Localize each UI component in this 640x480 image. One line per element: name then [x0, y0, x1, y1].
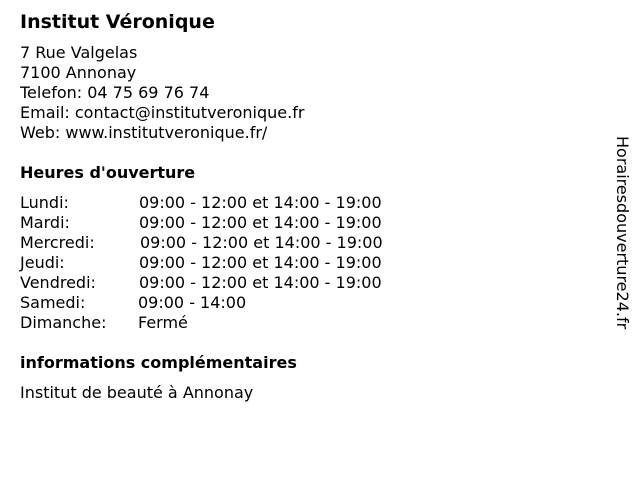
day-label: Dimanche: — [20, 313, 107, 332]
hours-row-tuesday — [20, 213, 383, 233]
opening-hours-heading: Heures d'ouverture — [20, 163, 196, 182]
business-name: Institut Véronique — [20, 11, 215, 33]
street-address: 7 Rue Valgelas — [20, 43, 138, 62]
additional-info-heading: informations complémentaires — [20, 353, 297, 372]
opening-hours-table — [20, 193, 383, 333]
hours-row-thursday — [20, 253, 383, 273]
time-range: 09:00 - 12:00 et 14:00 - 19:00 — [139, 273, 382, 292]
day-label: Vendredi: — [20, 273, 96, 292]
time-range: Fermé — [138, 313, 188, 332]
additional-info-text: Institut de beauté à Annonay — [20, 383, 254, 402]
phone-number: Telefon: 04 75 69 76 74 — [20, 83, 210, 102]
day-label: Samedi: — [20, 293, 86, 312]
hours-row-wednesday — [20, 233, 383, 253]
time-range: 09:00 - 12:00 et 14:00 - 19:00 — [139, 213, 382, 232]
day-label: Mardi: — [20, 213, 70, 232]
hours-row-sunday — [20, 313, 383, 333]
hours-row-saturday — [20, 293, 383, 313]
business-contact-block — [20, 43, 304, 143]
site-watermark: Horairesdouverture24.fr — [613, 136, 632, 330]
day-label: Jeudi: — [20, 253, 65, 272]
website-url: Web: www.institutveronique.fr/ — [20, 123, 268, 142]
email-address: Email: contact@institutveronique.fr — [20, 103, 305, 122]
day-label: Lundi: — [20, 193, 69, 212]
time-range: 09:00 - 14:00 — [138, 293, 247, 312]
hours-row-monday — [20, 193, 383, 213]
time-range: 09:00 - 12:00 et 14:00 - 19:00 — [140, 233, 383, 252]
time-range: 09:00 - 12:00 et 14:00 - 19:00 — [139, 193, 382, 212]
day-label: Mercredi: — [20, 233, 95, 252]
hours-row-friday — [20, 273, 383, 293]
city-postcode: 7100 Annonay — [20, 63, 137, 82]
time-range: 09:00 - 12:00 et 14:00 - 19:00 — [139, 253, 382, 272]
